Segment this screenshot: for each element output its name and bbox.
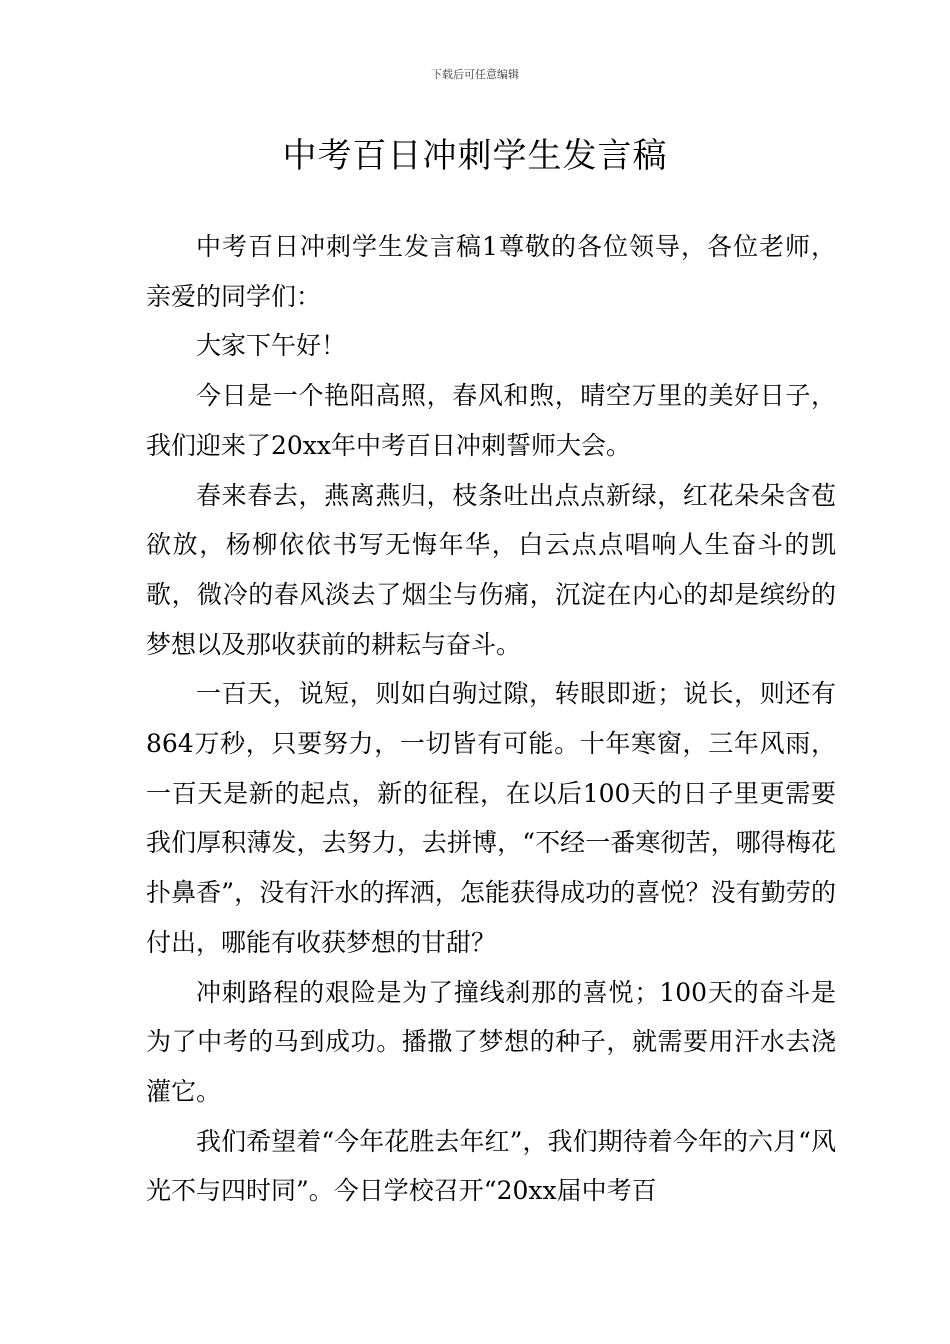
page-title: 中考百日冲刺学生发言稿	[282, 136, 668, 176]
paragraph: 今日是一个艳阳高照，春风和煦，晴空万里的美好日子，我们迎来了20xx年中考百日冲刺誓师大会。	[146, 381, 836, 460]
paragraph: 春来春去，燕离燕归，枝条吐出点点新绿，红花朵朵含苞欲放，杨柳依依书写无悔年华，白云点点唱响人生奋斗的凯歌，微冷的春风淡去了烟尘与伤痛，沉淀在内心的却是缤纷的梦想以及那收获前的耕耘与奋斗。	[146, 480, 836, 659]
paragraph: 我们希望着“今年花胜去年红”，我们期待着今年的六月“风光不与四时同”。今日学校召开“20xx届中考百	[146, 1126, 836, 1206]
header-note: 下载后可任意编辑	[431, 68, 519, 81]
paragraph: 中考百日冲刺学生发言稿1尊敬的各位领导，各位老师，亲爱的同学们：	[146, 232, 836, 311]
paragraph: 冲刺路程的艰险是为了撞线刹那的喜悦；100天的奋斗是为了中考的马到成功。播撒了梦想的种子，就需要用汗水去浇灌它。	[146, 977, 836, 1106]
paragraph: 一百天，说短，则如白驹过隙，转眼即逝；说长，则还有864万秒，只要努力，一切皆有可能。十年寒窗，三年风雨，一百天是新的起点，新的征程，在以后100天的日子里更需要我们厚积薄发，去努力，去拼博，“不经一番寒彻苦，哪得梅花扑鼻香”，没有汗水的挥洒，怎能获得成功的喜悦？没有勤劳的付出，哪能有收获梦想的甘甜？	[146, 679, 836, 957]
document-body	[146, 222, 836, 1216]
paragraph: 大家下午好！	[196, 331, 347, 361]
